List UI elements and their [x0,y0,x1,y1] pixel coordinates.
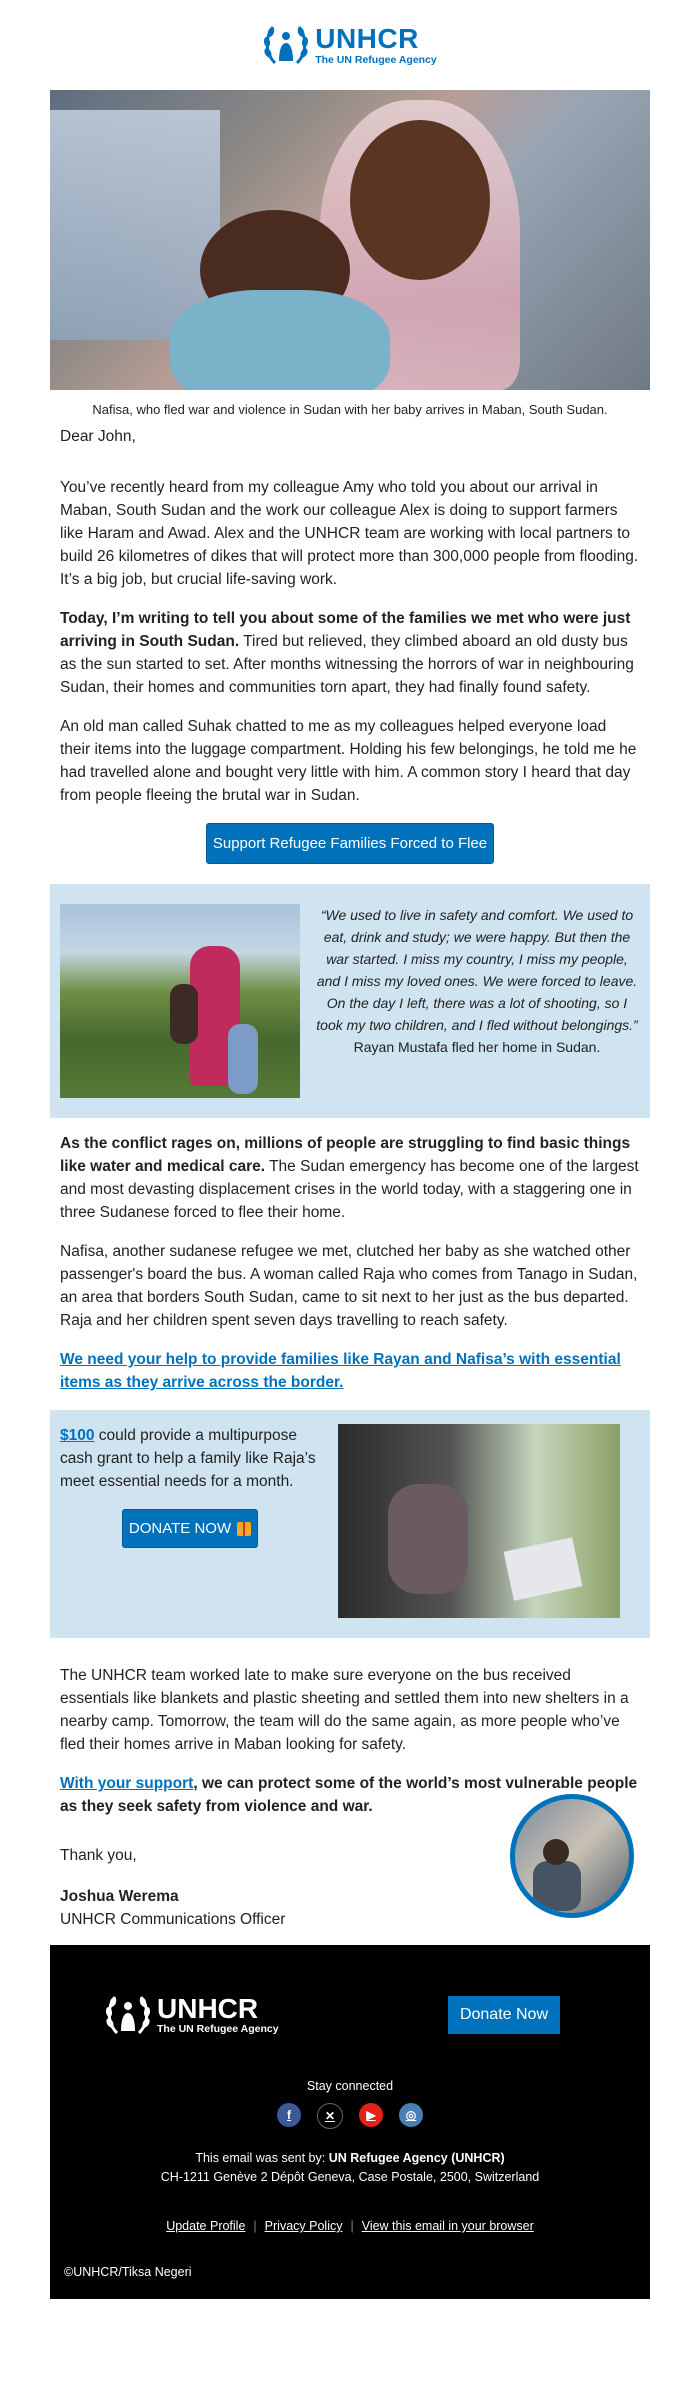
privacy-policy-link[interactable]: Privacy Policy [264,2219,343,2233]
letter-body-end [50,1664,650,1931]
footer-logo-word: UNHCR [157,1993,259,2024]
footer-logo-tagline: The UN Refugee Agency [157,2023,279,2035]
paragraph-families-bold: Today, I’m writing to tell you about some of the families we met who were just arriving in South Sudan. [60,610,631,650]
signoff [60,1834,640,1931]
paragraph-families-rest: Tired but relieved, they climbed aboard an old dusty bus as the sun started to set. After months witnessing the horrors of war in neighbouring Sudan, their homes and communities torn apart, they had finally found safety. [60,633,634,696]
legal-info [50,2149,650,2187]
paragraph-support-rest: , we can protect some of the world’s most vulnerable people as they seek safety from violence and war. [60,1775,638,1815]
letter-body [50,425,650,864]
update-profile-link[interactable]: Update Profile [166,2219,246,2233]
footer-donate-button[interactable]: Donate Now [448,1996,560,2034]
unhcr-logo[interactable] [263,23,437,67]
quote-attribution: Rayan Mustafa fled her home in Sudan. [353,1039,601,1055]
rayan-family-photo[interactable] [60,904,300,1098]
paragraph-conflict [60,1132,640,1224]
facebook-icon[interactable]: f [277,2103,301,2127]
signer-title: UNHCR Communications Officer [60,1911,286,1928]
footer [50,1945,650,2299]
footer-logo[interactable] [105,1993,279,2037]
view-in-browser-link[interactable]: View this email in your browser [361,2219,534,2233]
paragraph-team: The UNHCR team worked late to make sure everyone on the bus received essentials like blankets and plastic sheeting and settled them into new shelters in a nearby camp. Tomorrow, the team will do the same again, as more people who’ve fled their homes arrive in Maban looking for safety. [60,1667,629,1753]
raja-bus-photo[interactable] [338,1424,620,1618]
address: CH-1211 Genève 2 Dépôt Geneva, Case Postale, 2500, Switzerland [160,2170,540,2184]
quote-text: “We used to live in safety and comfort. We used to eat, drink and study; we were happy. But then the war started. I miss my country, I miss my people, and I miss my loved ones. We were forced to leave. On the day I left, there was a lot of shooting, so I took my two children, and I fled without belongings.” [316,907,638,1033]
donate-now-label: DONATE NOW [128,1520,232,1537]
signer-avatar [510,1794,634,1918]
photo-credit: ©UNHCR/Tiksa Negeri [64,2265,192,2279]
sent-by-org: UN Refugee Agency (UNHCR) [328,2151,505,2165]
hero-image[interactable] [50,90,650,390]
donate-panel [50,1410,650,1638]
social-links [50,2103,650,2129]
rayan-quote [314,904,640,1098]
instagram-icon[interactable]: ◎ [399,2103,423,2127]
letter-body-middle [50,1132,650,1394]
greeting: Dear John, [60,428,136,445]
donate-description [60,1424,320,1493]
quote-panel [50,884,650,1118]
sent-by-prefix: This email was sent by: [195,2151,329,2165]
email-container [50,0,650,2299]
x-icon[interactable]: ✕ [317,2103,343,2129]
gift-icon [237,1522,251,1536]
donate-text: could provide a multipurpose cash grant to help a family like Raja’s meet essential needs for a month. [60,1427,316,1490]
paragraph-conflict-bold: As the conflict rages on, millions of people are struggling to find basic things like water and medical care. [60,1135,631,1175]
donate-amount-link[interactable]: $100 [60,1427,95,1444]
footer-links: Update Profile | Privacy Policy | View this email in your browser [166,2219,534,2233]
logo-word: UNHCR [315,22,419,54]
thanks: Thank you, [60,1847,137,1864]
paragraph-nafisa: Nafisa, another sudanese refugee we met, clutched her baby as she watched other passenger's board the bus. A woman called Raja who comes from Tanago in Sudan, an area that borders South Sudan, came to sit next to her just as the bus departed. Raja and her children spent seven days travelling to reach safety. [60,1243,638,1329]
donate-now-button[interactable] [122,1509,258,1548]
logo-tagline: The UN Refugee Agency [315,53,437,66]
support-refugee-families-button[interactable]: Support Refugee Families Forced to Flee [206,823,494,864]
paragraph-intro: You’ve recently heard from my colleague Amy who told you about our arrival in Maban, South Sudan and the work our colleague Alex is doing to support farmers like Haram and Awad. Alex and the UNHCR team are working with local partners to build 26 kilometres of dikes that will protect more than 300,000 people from flooding. It’s a big job, but crucial life-saving work. [60,479,639,588]
header [50,0,650,90]
signer-name: Joshua Werema [60,1888,179,1905]
paragraph-conflict-rest: The Sudan emergency has become one of the largest and most devasting displacement crises in the world today, with a staggering one in three Sudanese forced to flee their home. [60,1158,639,1221]
with-your-support-link[interactable]: With your support [60,1775,194,1792]
stay-connected: Stay connected [306,2079,394,2093]
youtube-icon[interactable]: ▶ [359,2103,383,2127]
paragraph-families [60,607,640,699]
hero-caption: Nafisa, who fled war and violence in Sudan with her baby arrives in Maban, South Sudan. [92,402,608,417]
laurel-icon [105,1993,151,2037]
laurel-icon [263,23,309,67]
help-families-link[interactable]: We need your help to provide families like Rayan and Nafisa’s with essential items as they arrive across the border. [60,1351,621,1391]
paragraph-suhak: An old man called Suhak chatted to me as my colleagues helped everyone load their items into the luggage compartment. Holding his few belongings, he told me he had travelled alone and bought very little with him. A common story I heard that day from people fleeing the brutal war in Sudan. [60,718,637,804]
